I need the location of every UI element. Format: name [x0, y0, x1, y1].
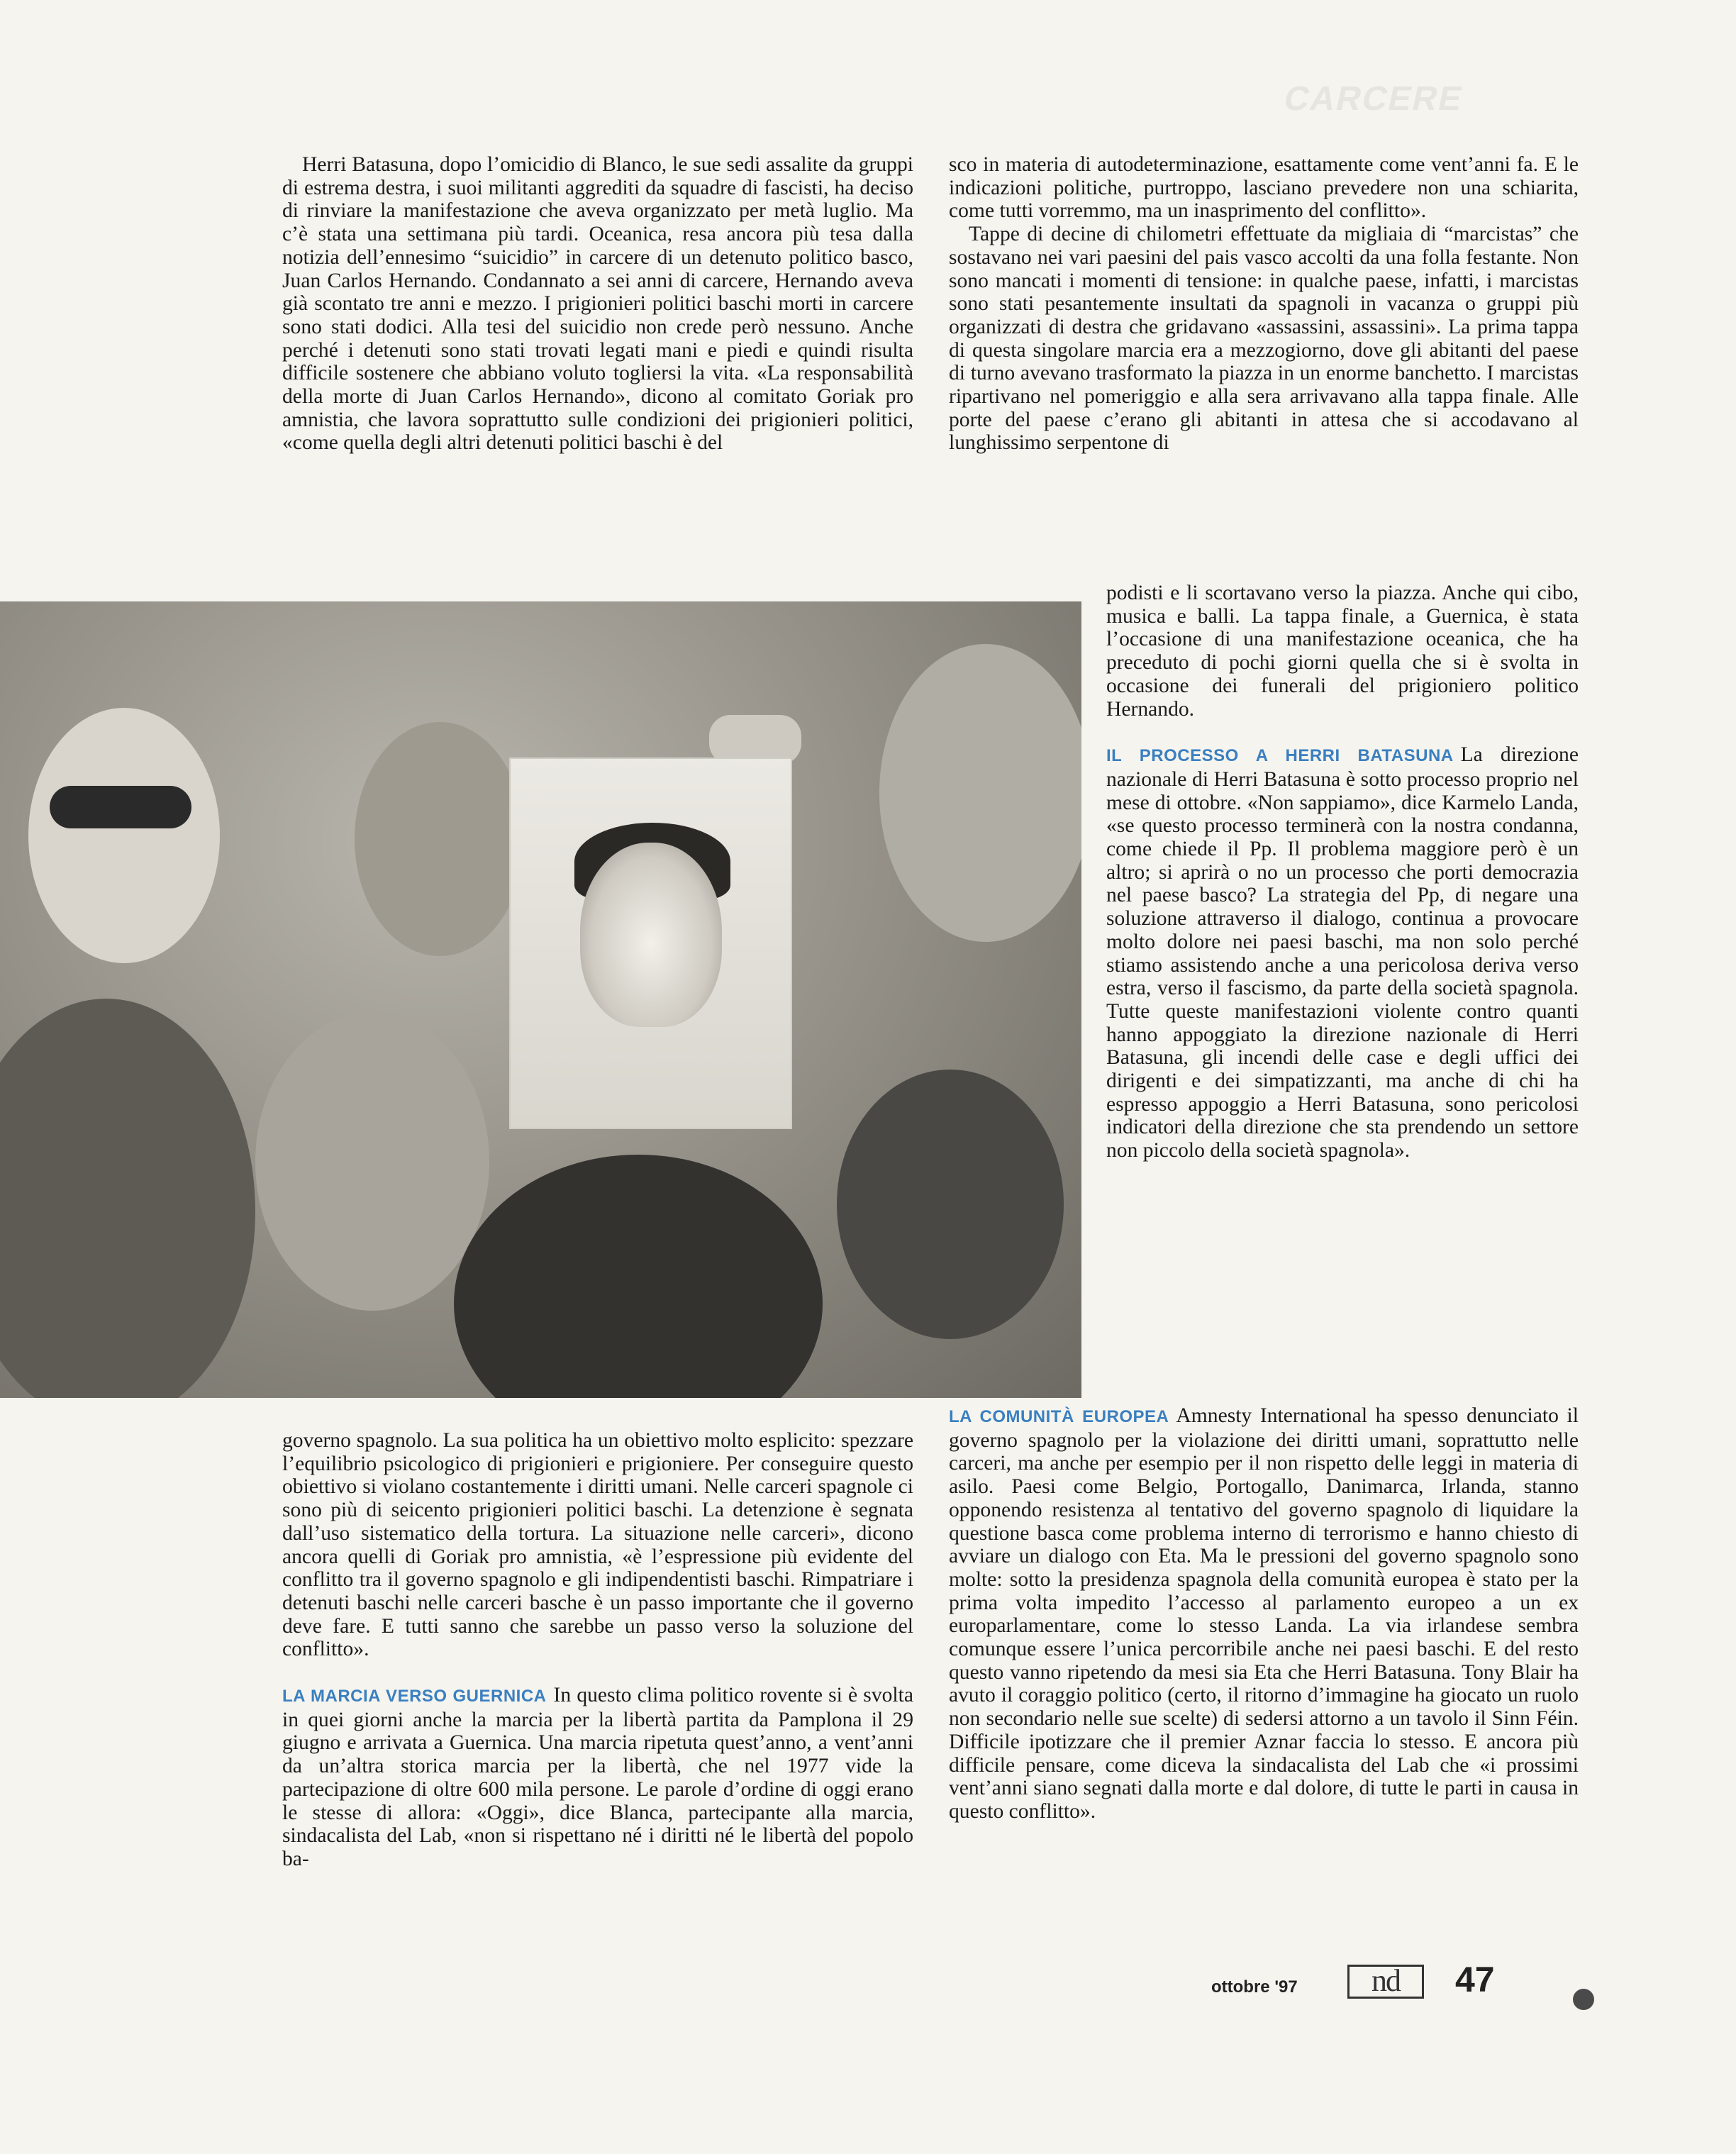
end-of-article-dot	[1573, 1989, 1594, 2010]
magazine-logo: nd	[1347, 1965, 1424, 1999]
column-right-middle	[1106, 582, 1579, 1162]
crowd-photo	[0, 601, 1081, 1398]
paragraph-text: In questo clima politico rovente si è svolta in quei giorni anche la marcia per la libertà partita da Pamplona il 29 giugno e arrivata a Guernica. Una marcia ripetuta quest’anno, a vent’anni da un’altra storica marcia per la libertà, che nel 1977 vide la partecipazione di oltre 600 mila persone. Le parole d’ordine di oggi erano le stesse di allora: «Oggi», dice Blanca, partecipante alla marcia, sindacalista del Lab, «non si rispettano né i diritti né le libertà del popolo ba-	[282, 1684, 913, 1870]
column-top-left	[282, 153, 913, 455]
issue-date: ottobre '97	[1211, 1977, 1298, 1997]
paragraph: Tappe di decine di chilometri effettuate da migliaia di “marcistas” che sostavano nei vari paesini del pais vasco accolti da una folla festante. Non sono mancati i momenti di tensione: in qualche paese, infatti, i marcistas sono stati pesantemente insultati da spagnoli in vacanza o gruppi più organizzati di destra che gridavano «assassini, assassini». La prima tappa di questa singolare marcia era a mezzogiorno, dove gli abitanti del paese di turno avevano trasformato la piazza in un enorme banchetto. I marcistas ripartivano nel pomeriggio e alla sera arrivavano alla tappa finale. Alle porte del paese c’erano gli abitanti in attesa che si accodavano al lunghissimo serpentone di	[949, 223, 1579, 455]
section-heading: LA COMUNITÀ EUROPEA	[949, 1407, 1169, 1426]
paragraph: governo spagnolo. La sua politica ha un obiettivo molto esplicito: spezzare l’equilibrio psicologico di prigionieri e prigioniere. Per conseguire questo obiettivo si violano costantemente i diritti umani. Nelle carceri spagnole ci sono più di seicento prigionieri politici baschi. La detenzione è segnata dall’uso sistematico della tortura. La situazione nelle carceri», dicono ancora quelli di Goriak pro amnistia, «è l’espressione più evidente del conflitto tra il governo spagnolo e gli indipendentisti baschi. Rimpatriare i detenuti baschi nelle carceri basche è un passo importante che il governo deve fare. E tutti sanno che sarebbe un passo verso la soluzione del conflitto».	[282, 1429, 913, 1661]
paragraph: podisti e li scortavano verso la piazza. Anche qui cibo, musica e balli. La tappa finale, a Guernica, è stata l’occasione di una manifestazione oceanica, che ha preceduto di pochi giorni quella che si è svolta in occasione dei funerali del prigioniero politico Hernando.	[1106, 582, 1579, 721]
paragraph-text: La direzione nazionale di Herri Batasuna è sotto processo proprio nel mese di ottobre. «Non sappiamo», dice Karmelo Landa, «se questo processo terminerà con la nostra condanna, come chiede il Pp. Il problema maggiore però è un altro; si aprirà o no un processo che porti democrazia nel paese basco? La strategia del Pp, di negare una soluzione attraverso il dialogo, continua a provocare molto dolore nei paesi baschi, ma non solo perché stiamo assistendo anche a una pericolosa deriva verso estra, verso il fascismo, da parte della società spagnola. Tutte queste manifestazioni violente contro quanti hanno appoggiato la direzione nazionale di Herri Batasuna, gli incendi delle case e degli uffici dei dirigenti e dei simpatizzanti, ma anche di chi ha espresso appoggio a Herri Batasuna, sono pericolosi indicatori della direzione che sta prendendo un settore non piccolo della società spagnola».	[1106, 743, 1579, 1162]
paragraph	[1106, 743, 1579, 1162]
paragraph	[282, 1684, 913, 1871]
portrait-placard	[511, 759, 791, 1128]
section-heading: LA MARCIA VERSO GUERNICA	[282, 1687, 547, 1706]
paragraph-text: Amnesty International ha spesso denunciato il governo spagnolo per la violazione dei diritti umani, soprattutto nelle carceri, ma anche per esempio per il non rispetto delle leggi in materia di asilo. Paesi come Belgio, Portogallo, Danimarca, Irlanda, stanno opponendo resistenza al tentativo del governo spagnolo di liquidare la questione basca come problema interno di terrorismo e hanno chiesto di avviare un dialogo con Eta. Ma le pressioni del governo spagnolo sono molte: sotto la presidenza spagnola della comunità europea è stato per la prima volta impedito l’accesso al parlamento europeo a un ex europarlamentare, come lo stesso Landa. La via irlandese sembra comunque essere l’unica percorribile anche nei paesi baschi. E del resto questo vanno ripetendo da mesi sia Eta che Herri Batasuna. Tony Blair ha avuto il coraggio politico (certo, il ritorno d’immagine ha giocato un ruolo non secondario nelle sue scelte) di sedersi attorno a un tavolo il Sinn Féin. Difficile ipotizzare che il premier Aznar faccia lo stesso. E ancora più difficile pensare, come diceva la sindacalista del Lab che «i prossimi vent’anni siano segnati dalla morte e dal dolore, di tutte le parti in causa in questo conflitto».	[949, 1404, 1579, 1823]
section-tag: CARCERE	[1280, 80, 1467, 118]
paragraph: sco in materia di autodeterminazione, esattamente come vent’anni fa. E le indicazioni politiche, purtroppo, lasciano prevedere non una schiarita, come tutti vorremmo, ma un inasprimento del conflitto».	[949, 153, 1579, 223]
column-bottom-left	[282, 1429, 913, 1871]
column-bottom-right	[949, 1404, 1579, 1823]
paragraph: Herri Batasuna, dopo l’omicidio di Blanco, le sue sedi assalite da gruppi di estrema destra, i suoi militanti aggrediti da squadre di fascisti, ha deciso di rinviare la manifestazione che aveva organizzato per metà luglio. Ma c’è stata una settimana più tardi. Oceanica, resa ancora più tesa dalla notizia dell’ennesimo “suicidio” in carcere di un detenuto politico basco, Juan Carlos Hernando. Condannato a sei anni di carcere, Hernando aveva già scontato tre anni e mezzo. I prigionieri politici baschi morti in carcere sono stati dodici. Alla tesi del suicidio non crede però nessuno. Anche perché i detenuti sono stati trovati legati mani e piedi e quindi risulta difficile sostenere che abbiano voluto togliersi la vita. «La responsabilità della morte di Juan Carlos Hernando», dicono al comitato Goriak pro amnistia, che lavora soprattutto sulle condizioni dei prigionieri politici, «come quella degli altri detenuti politici baschi è del	[282, 153, 913, 455]
paragraph	[949, 1404, 1579, 1823]
column-top-right	[949, 153, 1579, 455]
page-number: 47	[1455, 1960, 1495, 1999]
section-heading: IL PROCESSO A HERRI BATASUNA	[1106, 746, 1454, 766]
